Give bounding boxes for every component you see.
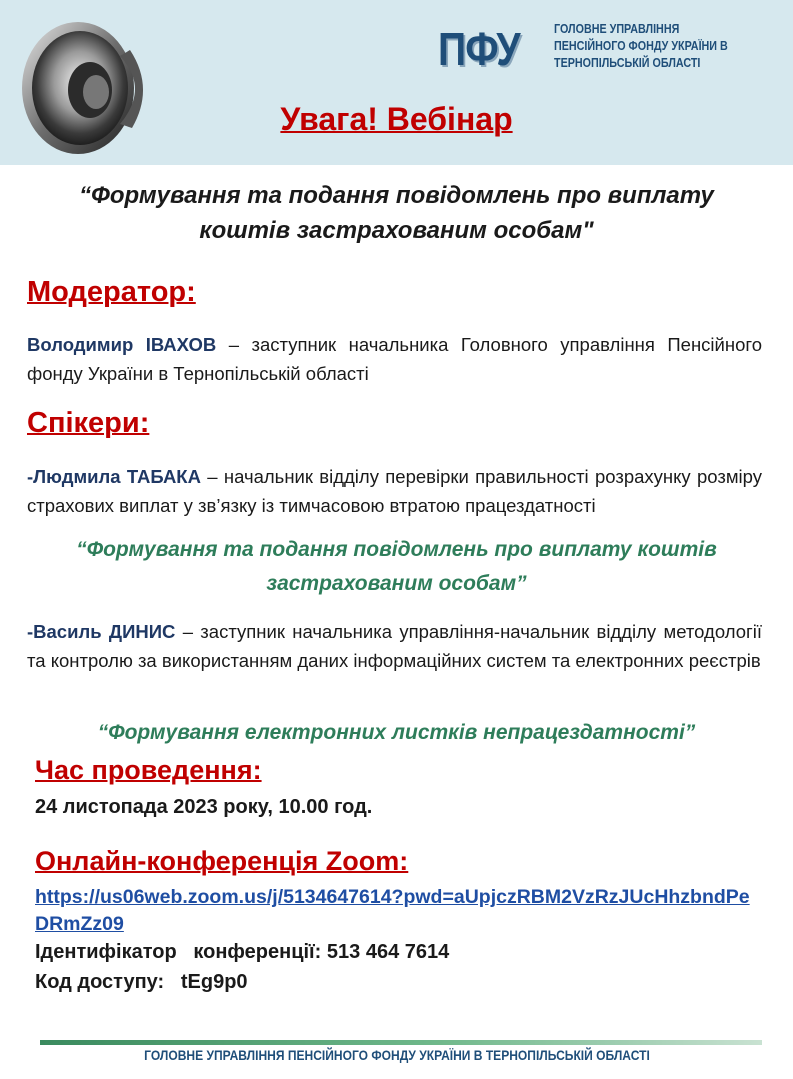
attention-title-text: Увага! Вебінар — [280, 101, 513, 137]
speaker-topic: “Формування електронних листків непрацездатності” — [97, 721, 696, 744]
schedule-title: Час проведення: — [35, 755, 262, 785]
speakers-title: Спікери: — [27, 407, 150, 439]
speaker-role: – начальник відділу перевірки правильності розрахунку розміру страхових виплат у зв’язку із тимчасовою втратою працездатності — [27, 466, 762, 516]
moderator-name: Володимир ІВАХОВ — [27, 334, 217, 355]
pfu-logo: ПФУ — [438, 23, 520, 75]
conference-id-label: Ідентифікатор конференції: — [35, 941, 327, 963]
footer-divider — [40, 1040, 762, 1045]
moderator-title: Модератор: — [27, 276, 196, 308]
zoom-link[interactable]: https://us06web.zoom.us/j/5134647614?pwd=aUpjczRBM2VzRzJUcHhzbndPeDRmZz09 — [35, 886, 750, 935]
webinar-topic: “Формування та подання повідомлень про виплату коштів застрахованим особам" — [79, 182, 714, 244]
speaker-name: -Василь ДИНИС — [27, 621, 176, 642]
schedule-value: 24 листопада 2023 року, 10.00 год. — [35, 796, 373, 818]
conference-id — [35, 941, 449, 964]
org-line: ТЕРНОПІЛЬСЬКІЙ ОБЛАСТІ — [554, 56, 701, 70]
footer-text: ГОЛОВНЕ УПРАВЛІННЯ ПЕНСІЙНОГО ФОНДУ УКРАЇНИ В ТЕРНОПІЛЬСЬКІЙ ОБЛАСТІ — [143, 1047, 650, 1063]
speaker-description — [27, 617, 762, 675]
header-banner — [0, 0, 793, 165]
speaker-name: -Людмила ТАБАКА — [27, 466, 201, 487]
speaker-topic: “Формування та подання повідомлень про виплату коштів застрахованим особам” — [76, 538, 717, 595]
moderator-role: – заступник начальника Головного управління Пенсійного фонду України в Тернопільській області — [27, 334, 762, 384]
zoom-title: Онлайн-конференція Zoom: — [35, 846, 409, 876]
access-code-label: Код доступу: — [35, 971, 181, 993]
org-line: ПЕНСІЙНОГО ФОНДУ УКРАЇНИ В — [554, 39, 728, 53]
speaker-description — [27, 462, 762, 520]
conference-id-value: 513 464 7614 — [326, 941, 450, 963]
org-line: ГОЛОВНЕ УПРАВЛІННЯ — [554, 22, 680, 36]
footer-organization — [0, 1047, 793, 1063]
speaker-role: – заступник начальника управління-начальник відділу методології та контролю за використанням даних інформаційних систем та електронних реєстрів — [27, 621, 762, 671]
access-code-value: tEg9p0 — [180, 971, 248, 993]
attention-title — [0, 101, 793, 138]
access-code — [35, 971, 248, 994]
organization-name — [554, 21, 748, 72]
moderator-description — [27, 330, 762, 388]
